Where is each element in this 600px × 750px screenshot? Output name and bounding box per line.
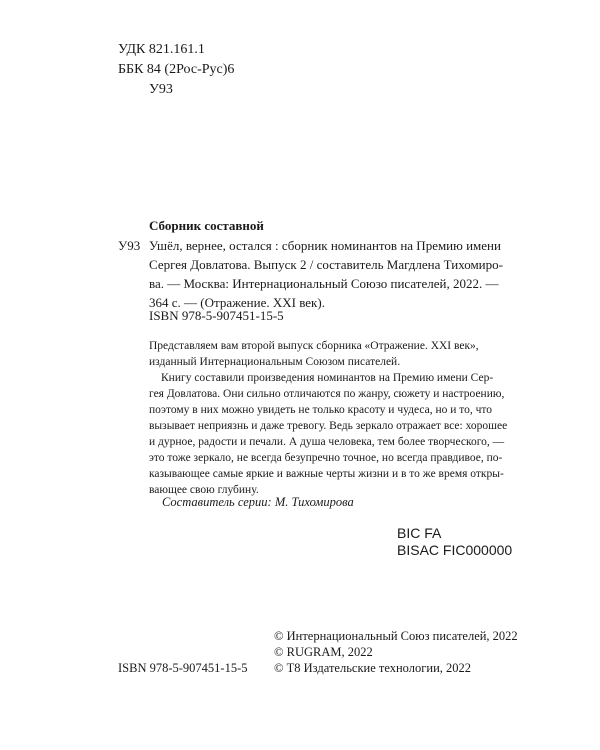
author-code: У93: [149, 82, 173, 97]
bic-code: BIC FA: [397, 525, 442, 541]
description-line: Сергея Довлатова. Выпуск 2 / составитель Магдлена Тихомиро-: [149, 257, 503, 272]
series-compiler: Составитель серии: М. Тихомирова: [162, 495, 354, 509]
annotation-line: вающее свою глубину.: [149, 484, 259, 496]
annotation-line: изданный Интернациональным Союзом писателей.: [149, 356, 401, 368]
bbk-line: ББК 84 (2Рос-Рус)6: [118, 62, 235, 77]
annotation-line: Книгу составили произведения номинантов на Премию имени Сер-: [161, 372, 494, 384]
udk-line: УДК 821.161.1: [118, 42, 205, 57]
footer-isbn: ISBN 978-5-907451-15-5: [118, 661, 248, 675]
catalog-description: [149, 236, 503, 312]
annotation-line: казывающее самые яркие и важные черты жизни и в то же время откры-: [149, 468, 504, 480]
annotation-line: гея Довлатова. Они сильно отличаются по жанру, сюжету и настроению,: [149, 388, 505, 400]
copyright-block: [274, 628, 518, 676]
copyright-line: © RUGRAM, 2022: [274, 645, 373, 659]
bisac-code: BISAC FIC000000: [397, 542, 513, 558]
annotation-line: поэтому в них можно увидеть не только красоту и чудеса, но и то, что: [149, 404, 493, 416]
annotation: [149, 338, 507, 498]
catalog-title: Сборник составной: [149, 218, 264, 233]
catalog-code: У93: [118, 238, 141, 253]
description-line: ва. — Москва: Интернациональный Союзо писателей, 2022. —: [149, 276, 499, 291]
annotation-line: и дурное, радости и печали. А душа человека, тем более творческого, —: [149, 436, 505, 448]
annotation-line: Представляем вам второй выпуск сборника «Отражение. XXI век»,: [149, 340, 479, 352]
annotation-line: вызывает неприязнь и даже тревогу. Ведь зеркало отражает все: хорошее: [149, 420, 508, 432]
description-line: 364 с. — (Отражение. XXI век).: [149, 295, 325, 310]
catalog-isbn: ISBN 978-5-907451-15-5: [149, 308, 284, 323]
copyright-line: © Интернациональный Союз писателей, 2022: [274, 629, 518, 643]
description-line: Ушёл, вернее, остался : сборник номинантов на Премию имени: [149, 238, 501, 253]
copyright-line: © Т8 Издательские технологии, 2022: [274, 661, 472, 675]
annotation-line: это тоже зеркало, не всегда безупречно точное, но всегда правдивое, по-: [149, 452, 503, 464]
